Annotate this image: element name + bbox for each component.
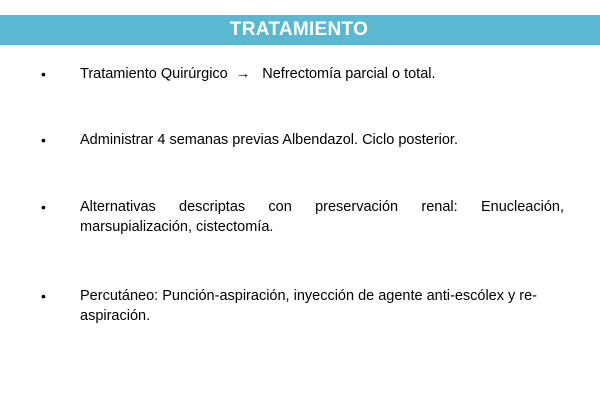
bullet-dot: • (41, 66, 46, 82)
bullet-text (80, 64, 564, 84)
bullet-lead: Tratamiento Quirúrgico (80, 66, 228, 82)
bullet-dot: • (41, 288, 46, 304)
slide-title: TRATAMIENTO (229, 19, 369, 40)
bullet-detail: Nefrectomía parcial o total. (262, 66, 436, 82)
arrow-right-icon: → (235, 66, 251, 82)
bullet-text: Administrar 4 semanas previas Albendazol. Ciclo posterior. (80, 132, 458, 148)
bullet-text: Percutáneo: Punción-aspiración, inyección de agente anti-escólex y re-aspiración. (80, 288, 538, 324)
bullet-text: Alternativas descriptas con preservación renal: Enucleación, marsupialización, cistectomía. (80, 199, 564, 235)
bullet-dot: • (41, 199, 46, 215)
bullet-dot: • (41, 132, 46, 148)
